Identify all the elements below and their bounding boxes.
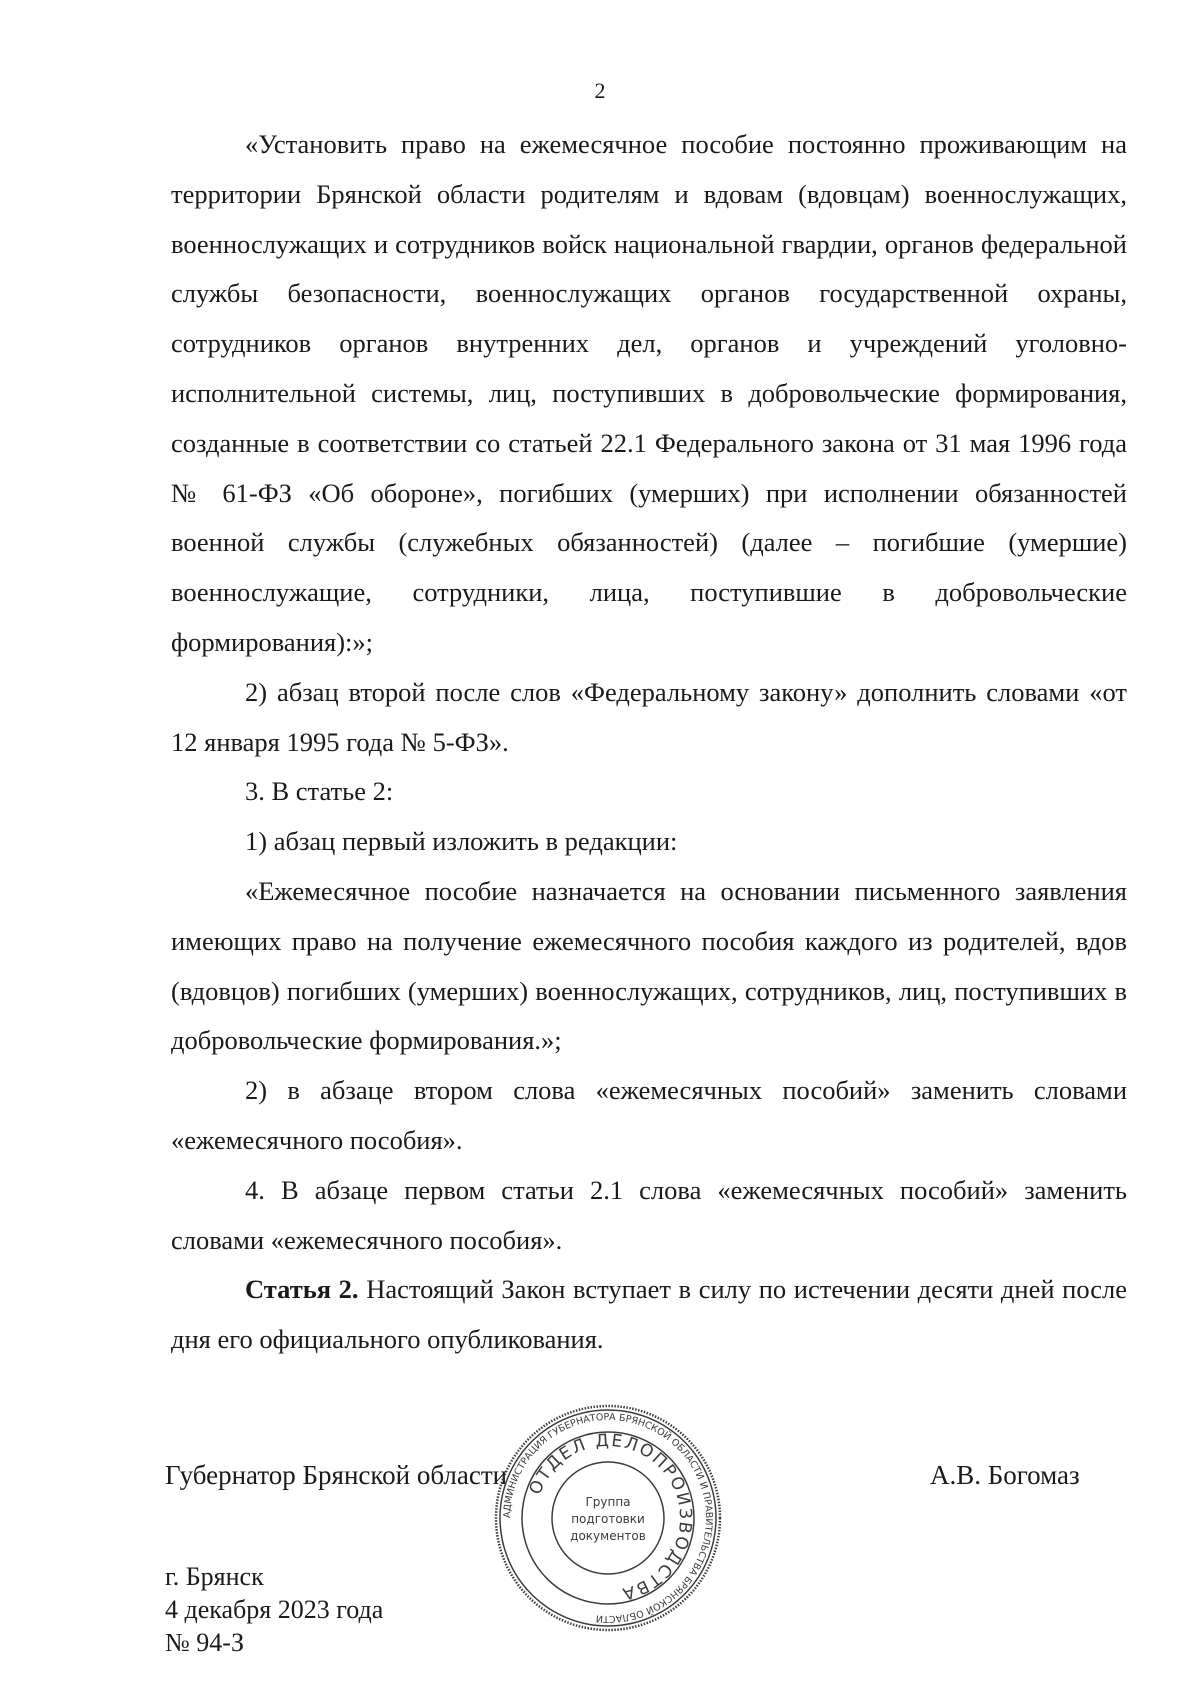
law-number: № 94-З [165, 1628, 244, 1657]
place-date-block [165, 1560, 383, 1659]
stamp-center-line-3: документов [570, 1529, 646, 1543]
stamp-center-line-1: Группа [585, 1495, 631, 1509]
stamp-center-line-2: подготовки [571, 1512, 645, 1526]
paragraph-3: 3. В статье 2: [245, 776, 394, 807]
paragraph-7: 4. В абзаце первом статьи 2.1 слова «ежемесячных пособий» заменить словами «ежемесячного пособия». [171, 1174, 1127, 1255]
stamp-outer-text: АДМИНИСТРАЦИЯ ГУБЕРНАТОРА БРЯНСКОЙ ОБЛАСТИ И ПРАВИТЕЛЬСТВА БРЯНСКОЙ ОБЛАСТИ [501, 1411, 715, 1625]
paragraph-6: 2) в абзаце втором слова «ежемесячных пособий» заменить словами «ежемесячного пособия». [171, 1075, 1127, 1155]
date: 4 декабря 2023 года [165, 1595, 384, 1624]
signature-position: Губернатор Брянской области [165, 1460, 508, 1490]
article-2-label: Статья 2. [245, 1274, 359, 1305]
place: г. Брянск [165, 1562, 264, 1591]
document-body [171, 120, 1127, 1365]
paragraph-4: 1) абзац первый изложить в редакции: [245, 826, 678, 857]
signature-name: А.В. Богомаз [930, 1460, 1080, 1490]
stamp-graphic [492, 1402, 724, 1634]
paragraph-5: «Ежемесячное пособие назначается на основании письменного заявления имеющих право на получение ежемесячного пособия каждого из родителей, вдов (вдовцов) погибших (умерших) военнослужащих, сотрудников, лиц, поступивших в добровольческие формирования.»; [171, 875, 1127, 1056]
stamp-inner-text: ОТДЕЛ ДЕЛОПРОИЗВОДСТВА [525, 1430, 696, 1604]
paragraph-2: 2) абзац второй после слов «Федеральному закону» дополнить словами «от 12 января 1995 года № 5-ФЗ». [171, 676, 1127, 757]
page-number: 2 [594, 78, 606, 103]
article-2-paragraph [171, 1265, 1127, 1365]
paragraph-1: «Установить право на ежемесячное пособие постоянно проживающим на территории Брянской области родителям и вдовам (вдовцам) военнослужащих, военнослужащих и сотрудников войск национальной гвардии, органов федеральной службы безопасности, военнослужащих органов государственной охраны, сотрудников органов внутренних дел, органов и учреждений уголовно-исполнительной системы, лиц, поступивших в добровольческие формирования, созданные в соответствии со статьей 22.1 Федерального закона от 31 мая 1996 года № 61-ФЗ «Об обороне», погибших (умерших) при исполнении обязанностей военной службы (служебных обязанностей) (далее – погибшие (умершие) военнослужащие, сотрудники, лица, поступившие в добровольческие формирования):»; [171, 129, 1127, 657]
article-2-text: Настоящий Закон вступает в силу по истечении десяти дней после дня его официального опубликования. [171, 1274, 1127, 1355]
official-stamp [492, 1402, 724, 1634]
